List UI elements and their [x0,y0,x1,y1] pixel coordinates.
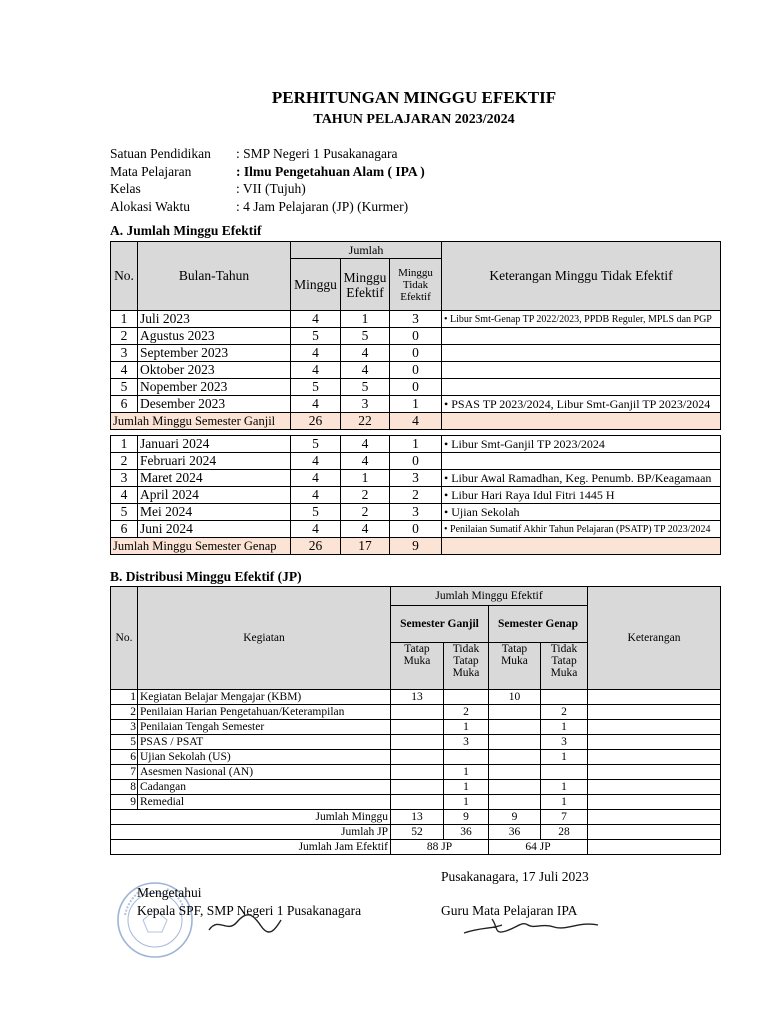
cell-genap-ttm: 1 [541,780,588,795]
cell-bulan: Maret 2024 [138,470,291,487]
cell-no: 1 [111,436,138,453]
cell-keterangan [442,379,721,396]
table-row [111,379,721,396]
kepala-sekolah-label: Kepala SPF, SMP Negeri 1 Pusakanagara [137,903,362,918]
summary-genap-ttm: 28 [541,825,588,840]
table-row [111,735,721,750]
cell-keterangan: • Libur Hari Raya Idul Fitri 1445 H [442,487,721,504]
cell-tidak-efektif: 0 [390,345,442,362]
cell-kegiatan: PSAS / PSAT [138,735,391,750]
jam-efektif-row [111,840,721,855]
cell-minggu: 4 [291,470,341,487]
table-row [111,345,721,362]
cell-bulan: Juli 2023 [138,311,291,328]
cell-ganjil-ttm [444,750,489,765]
table-row [111,705,721,720]
cell-no: 5 [111,504,138,521]
table-row [111,396,721,413]
header-jumlah: Jumlah [291,242,442,259]
cell-tidak-efektif: 0 [390,328,442,345]
cell-ganjil-tm [391,720,444,735]
cell-tidak-efektif: 0 [390,453,442,470]
info-key: Alokasi Waktu [110,198,191,214]
cell-efektif: 4 [341,345,390,362]
cell-ganjil-tm: 13 [391,690,444,705]
header-b-keterangan: Keterangan [588,587,721,690]
summary-keterangan [588,825,721,840]
cell-tidak-efektif: 1 [390,396,442,413]
cell-no: 3 [111,720,138,735]
table-row [111,750,721,765]
cell-minggu: 4 [291,345,341,362]
cell-bulan: Desember 2023 [138,396,291,413]
cell-keterangan: • PSAS TP 2023/2024, Libur Smt-Ganjil TP 2023/2024 [442,396,721,413]
cell-no: 6 [111,521,138,538]
cell-tidak-efektif: 1 [390,436,442,453]
cell-keterangan: • Libur Smt-Ganjil TP 2023/2024 [442,436,721,453]
cell-bulan: Oktober 2023 [138,362,291,379]
cell-efektif: 2 [341,504,390,521]
table-row [111,765,721,780]
summary-ganjil-tm: 52 [391,825,444,840]
cell-keterangan [588,720,721,735]
summary-ganjil-tm: 13 [391,810,444,825]
info-row [110,146,425,164]
info-key: Kelas [110,181,141,196]
cell-efektif: 4 [341,453,390,470]
table-row [111,453,721,470]
cell-no: 8 [111,780,138,795]
table-row [111,487,721,504]
total-minggu: 26 [291,413,341,430]
cell-efektif: 5 [341,328,390,345]
cell-bulan: Agustus 2023 [138,328,291,345]
table-row [111,521,721,538]
cell-efektif: 4 [341,436,390,453]
cell-ganjil-ttm [444,690,489,705]
summary-label: Jumlah JP [111,825,391,840]
cell-genap-ttm [541,765,588,780]
total-tidak-efektif: 4 [390,413,442,430]
cell-ganjil-ttm: 1 [444,720,489,735]
cell-keterangan: • Libur Awal Ramadhan, Keg. Penumb. BP/Keagamaan [442,470,721,487]
cell-ganjil-ttm: 1 [444,765,489,780]
cell-keterangan [588,795,721,810]
header-no: No. [111,242,138,311]
header-minggu: Minggu [291,259,341,311]
cell-efektif: 5 [341,379,390,396]
header-semester-ganjil: Semester Ganjil [391,606,489,643]
cell-bulan: Januari 2024 [138,436,291,453]
cell-genap-ttm [541,690,588,705]
jam-efektif-ganjil: 88 JP [391,840,489,855]
total-efektif: 17 [341,538,390,555]
cell-ganjil-tm [391,765,444,780]
cell-keterangan [588,780,721,795]
jam-efektif-genap: 64 JP [489,840,588,855]
cell-tidak-efektif: 3 [390,504,442,521]
summary-label: Jumlah Minggu [111,810,391,825]
cell-keterangan [588,765,721,780]
cell-no: 1 [111,690,138,705]
cell-ganjil-tm [391,750,444,765]
cell-efektif: 2 [341,487,390,504]
cell-genap-tm [489,780,541,795]
cell-keterangan [442,453,721,470]
info-value: : Ilmu Pengetahuan Alam ( IPA ) [236,163,425,179]
summary-keterangan [588,810,721,825]
cell-no: 3 [111,470,138,487]
cell-ganjil-tm [391,705,444,720]
cell-tidak-efektif: 3 [390,311,442,328]
cell-genap-tm [489,765,541,780]
total-label: Jumlah Minggu Semester Ganjil [111,413,291,430]
cell-keterangan [588,750,721,765]
table-row [111,470,721,487]
cell-efektif: 4 [341,362,390,379]
cell-bulan: Februari 2024 [138,453,291,470]
cell-tidak-efektif: 0 [390,521,442,538]
cell-kegiatan: Penilaian Tengah Semester [138,720,391,735]
total-label: Jumlah Minggu Semester Genap [111,538,291,555]
table-row [111,362,721,379]
header-ganjil-tatap-muka: Tatap Muka [391,643,444,690]
cell-genap-tm [489,705,541,720]
info-row [110,164,425,182]
cell-bulan: April 2024 [138,487,291,504]
cell-ganjil-ttm: 1 [444,795,489,810]
cell-keterangan [442,345,721,362]
table-row [111,795,721,810]
section-a-heading: A. Jumlah Minggu Efektif [110,223,262,238]
cell-minggu: 4 [291,521,341,538]
total-row [111,413,721,430]
cell-tidak-efektif: 0 [390,379,442,396]
info-value: : SMP Negeri 1 Pusakanagara [236,146,398,161]
cell-bulan: Mei 2024 [138,504,291,521]
cell-no: 2 [111,453,138,470]
cell-minggu: 5 [291,379,341,396]
jam-efektif-keterangan [588,840,721,855]
total-tidak-efektif: 9 [390,538,442,555]
cell-no: 6 [111,396,138,413]
cell-no: 2 [111,705,138,720]
header-jumlah-minggu-efektif: Jumlah Minggu Efektif [391,587,588,606]
header-ganjil-tidak-tatap-muka: Tidak Tatap Muka [444,643,489,690]
cell-minggu: 4 [291,362,341,379]
cell-ganjil-tm [391,780,444,795]
cell-ganjil-tm [391,795,444,810]
cell-tidak-efektif: 0 [390,362,442,379]
header-semester-genap: Semester Genap [489,606,588,643]
summary-genap-tm: 9 [489,810,541,825]
cell-genap-tm [489,720,541,735]
place-date: Pusakanagara, 17 Juli 2023 [441,869,589,884]
info-value: : VII (Tujuh) [236,181,306,196]
summary-genap-tm: 36 [489,825,541,840]
cell-keterangan: • Penilaian Sumatif Akhir Tahun Pelajaran (PSATP) TP 2023/2024 [442,521,721,538]
cell-minggu: 5 [291,436,341,453]
cell-no: 5 [111,379,138,396]
cell-kegiatan: Penilaian Harian Pengetahuan/Keterampilan [138,705,391,720]
cell-no: 6 [111,750,138,765]
cell-genap-tm [489,735,541,750]
cell-no: 5 [111,735,138,750]
header-genap-tatap-muka: Tatap Muka [489,643,541,690]
cell-genap-ttm: 1 [541,750,588,765]
info-key: Satuan Pendidikan [110,146,211,161]
cell-genap-ttm: 2 [541,705,588,720]
cell-ganjil-ttm: 1 [444,780,489,795]
table-row [111,436,721,453]
page-subtitle: TAHUN PELAJARAN 2023/2024 [313,112,515,127]
summary-row [111,810,721,825]
cell-tidak-efektif: 2 [390,487,442,504]
principal-signature [205,908,285,938]
cell-keterangan: • Libur Smt-Genap TP 2022/2023, PPDB Reguler, MPLS dan PGP [442,311,721,328]
cell-no: 4 [111,362,138,379]
cell-bulan: September 2023 [138,345,291,362]
header-kegiatan: Kegiatan [138,587,391,690]
cell-no: 2 [111,328,138,345]
cell-keterangan [588,705,721,720]
cell-bulan: Nopember 2023 [138,379,291,396]
cell-genap-ttm: 3 [541,735,588,750]
summary-ganjil-ttm: 9 [444,810,489,825]
cell-efektif: 1 [341,311,390,328]
cell-genap-tm [489,750,541,765]
cell-minggu: 5 [291,504,341,521]
summary-genap-ttm: 7 [541,810,588,825]
cell-no: 4 [111,487,138,504]
jam-efektif-label: Jumlah Jam Efektif [111,840,391,855]
cell-ganjil-ttm: 2 [444,705,489,720]
cell-no: 3 [111,345,138,362]
header-keterangan: Keterangan Minggu Tidak Efektif [442,242,721,311]
cell-efektif: 4 [341,521,390,538]
cell-minggu: 4 [291,311,341,328]
info-block [110,146,425,216]
page-title: PERHITUNGAN MINGGU EFEKTIF [271,88,557,107]
table-row [111,311,721,328]
cell-no: 9 [111,795,138,810]
info-value: : 4 Jam Pelajaran (JP) (Kurmer) [236,198,409,214]
cell-kegiatan: Remedial [138,795,391,810]
table-row [111,690,721,705]
header-efektif: Minggu Efektif [341,259,390,311]
header-genap-tidak-tatap-muka: Tidak Tatap Muka [541,643,588,690]
info-key: Mata Pelajaran [110,163,192,179]
cell-genap-tm: 10 [489,690,541,705]
table-row [111,504,721,521]
cell-kegiatan: Asesmen Nasional (AN) [138,765,391,780]
cell-no: 1 [111,311,138,328]
cell-no: 7 [111,765,138,780]
cell-minggu: 4 [291,453,341,470]
guru-label: Guru Mata Pelajaran IPA [441,903,578,918]
info-row [110,199,425,217]
cell-keterangan [442,328,721,345]
cell-tidak-efektif: 3 [390,470,442,487]
cell-minggu: 4 [291,487,341,504]
cell-genap-ttm: 1 [541,795,588,810]
section-b-heading: B. Distribusi Minggu Efektif (JP) [110,569,302,584]
cell-minggu: 4 [291,396,341,413]
summary-ganjil-ttm: 36 [444,825,489,840]
teacher-signature [462,913,602,943]
cell-keterangan [588,735,721,750]
summary-row [111,825,721,840]
total-efektif: 22 [341,413,390,430]
cell-kegiatan: Cadangan [138,780,391,795]
cell-minggu: 5 [291,328,341,345]
header-b-no: No. [111,587,138,690]
info-row [110,181,425,199]
table-row [111,780,721,795]
cell-ganjil-tm [391,735,444,750]
header-bulan: Bulan-Tahun [138,242,291,311]
mengetahui-label: Mengetahui [137,885,202,900]
cell-keterangan: • Ujian Sekolah [442,504,721,521]
table-row [111,328,721,345]
header-tidak-efektif: Minggu Tidak Efektif [390,259,442,311]
total-minggu: 26 [291,538,341,555]
total-row [111,538,721,555]
table-distribusi-jp [110,586,721,855]
total-keterangan [442,538,721,555]
cell-kegiatan: Ujian Sekolah (US) [138,750,391,765]
cell-efektif: 1 [341,470,390,487]
table-row [111,720,721,735]
cell-bulan: Juni 2024 [138,521,291,538]
cell-keterangan [442,362,721,379]
cell-genap-tm [489,795,541,810]
cell-genap-ttm: 1 [541,720,588,735]
cell-keterangan [588,690,721,705]
table-minggu-efektif [110,241,721,555]
cell-kegiatan: Kegiatan Belajar Mengajar (KBM) [138,690,391,705]
total-keterangan [442,413,721,430]
cell-ganjil-ttm: 3 [444,735,489,750]
cell-efektif: 3 [341,396,390,413]
